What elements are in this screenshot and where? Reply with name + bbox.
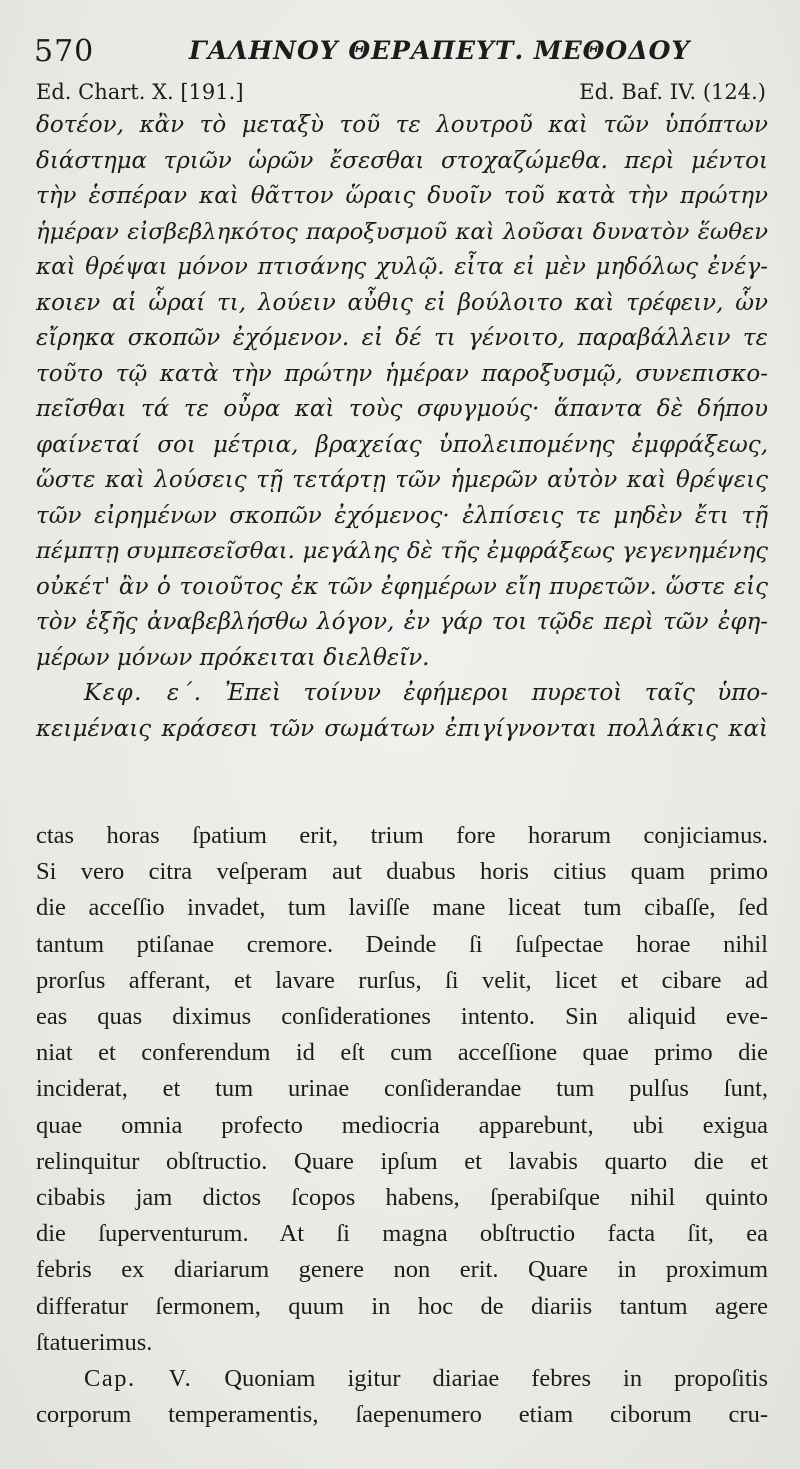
greek-line: τὴν ἑσπέραν καὶ θᾶττον ὥραις δυοῖν τοῦ κατὰ τὴν πρώτην bbox=[36, 183, 768, 209]
page-number: 570 bbox=[34, 34, 95, 69]
edition-references bbox=[36, 80, 766, 108]
latin-text-block bbox=[36, 818, 768, 1433]
greek-chapter-label: Κεφ. ε΄. bbox=[84, 680, 203, 706]
greek-chapter-text: Ἐπεὶ τοίνυν ἐφήμεροι πυρετοὶ ταῖς ὑπο- bbox=[224, 680, 768, 706]
latin-line: die acceſſio invadet, tum laviſſe mane liceat tum cibaſſe, ſed bbox=[36, 894, 768, 922]
latin-line: die ſuperventurum. At ſi magna obſtructio facta ſit, ea bbox=[36, 1220, 768, 1248]
edition-chartier: Ed. Chart. X. [191.] bbox=[36, 80, 244, 104]
latin-line: cibabis jam dictos ſcopos habens, ſperabiſque nihil quinto bbox=[36, 1184, 768, 1212]
latin-chapter-start bbox=[36, 1361, 768, 1397]
greek-line: μέρων μόνων πρόκειται διελθεῖν. bbox=[36, 644, 430, 671]
greek-line: κειμέναις κράσεσι τῶν σωμάτων ἐπιγίγνονται πολλάκις καὶ bbox=[36, 715, 768, 742]
latin-line: ſtatuerimus. bbox=[36, 1328, 153, 1356]
greek-line: φαίνεταί σοι μέτρια, βραχείας ὑπολειπομένης ἐμφράξεως, bbox=[36, 431, 768, 458]
latin-line: tantum ptiſanae cremore. Deinde ſi ſuſpectae horae nihil bbox=[36, 930, 768, 958]
latin-line: Si vero citra veſperam aut duabus horis citius quam primo bbox=[36, 858, 768, 886]
latin-line: febris ex diariarum genere non erit. Quare in proximum bbox=[36, 1256, 768, 1284]
latin-line: differatur ſermonem, quum in hoc de diariis tantum agere bbox=[36, 1292, 768, 1320]
greek-line: διάστημα τριῶν ὡρῶν ἔσεσθαι στοχαζώμεθα. περὶ μέντοι bbox=[36, 147, 768, 174]
latin-line: inciderat, et tum urinae conſiderandae tum pulſus ſunt, bbox=[36, 1075, 768, 1103]
greek-line: κοιεν αἱ ὧραί τι, λούειν αὖθις εἰ βούλοιτο καὶ τρέφειν, ὧν bbox=[36, 289, 768, 316]
greek-line: τῶν εἰρημένων σκοπῶν ἐχόμενος· ἐλπίσεις τε μηδὲν ἔτι τῇ bbox=[36, 502, 768, 529]
latin-line: relinquitur obſtructio. Quare ipſum et lavabis quarto die et bbox=[36, 1147, 768, 1175]
latin-chapter-label: Cap. V. bbox=[84, 1365, 193, 1393]
greek-line: πέμπτῃ συμπεσεῖσθαι. μεγάλης δὲ τῆς ἐμφράξεως γεγενημένης bbox=[36, 538, 768, 564]
page-header bbox=[34, 28, 774, 68]
greek-line: ἡμέραν εἰσβεβληκότος παροξυσμοῦ καὶ λοῦσαι δυνατὸν ἕωθεν bbox=[36, 218, 768, 245]
greek-text-block bbox=[36, 108, 768, 747]
greek-line: οὐκέτ' ἂν ὁ τοιοῦτος ἐκ τῶν ἐφημέρων εἴη πυρετῶν. ὥστε εἰς bbox=[36, 573, 768, 600]
latin-line: prorſus afferant, et lavare rurſus, ſi velit, licet et cibare ad bbox=[36, 966, 768, 994]
greek-line: τοῦτο τῷ κατὰ τὴν πρώτην ἡμέραν παροξυσμῷ, συνεπισκο- bbox=[36, 360, 768, 387]
greek-chapter-start bbox=[36, 676, 768, 712]
greek-line: πεῖσθαι τά τε οὖρα καὶ τοὺς σφυγμούς· ἅπαντα δὲ δήπου bbox=[36, 396, 768, 422]
latin-line: corporum temperamentis, ſaepenumero etiam ciborum cru- bbox=[36, 1401, 768, 1429]
latin-line: quae omnia profecto mediocria apparebunt, ubi exigua bbox=[36, 1111, 768, 1139]
greek-line: δοτέον, κἂν τὸ μεταξὺ τοῦ τε λουτροῦ καὶ τῶν ὑπόπτων bbox=[36, 112, 768, 138]
running-title: ΓΑΛΗΝΟΥ ΘΕΡΑΠΕΥΤ. ΜΕΘΟΔΟΥ bbox=[189, 36, 691, 65]
latin-chapter-text: Quoniam igitur diariae febres in propoſitis bbox=[224, 1365, 769, 1393]
greek-line: εἴρηκα σκοπῶν ἐχόμενον. εἰ δέ τι γένοιτο, παραβάλλειν τε bbox=[36, 325, 768, 351]
latin-line: ctas horas ſpatium erit, trium fore horarum conjiciamus. bbox=[36, 822, 768, 849]
greek-line: ὥστε καὶ λούσεις τῇ τετάρτῃ τῶν ἡμερῶν αὐτὸν καὶ θρέψεις bbox=[36, 467, 768, 493]
latin-line: niat et conferendum id eſt cum acceſſione quae primo die bbox=[36, 1039, 768, 1067]
latin-line: eas quas diximus conſiderationes intento. Sin aliquid eve- bbox=[36, 1003, 768, 1031]
edition-basel: Ed. Baf. IV. (124.) bbox=[579, 80, 766, 104]
greek-line: τὸν ἑξῆς ἀναβεβλήσθω λόγον, ἐν γάρ τοι τῷδε περὶ τῶν ἐφη- bbox=[36, 609, 768, 635]
greek-line: καὶ θρέψαι μόνον πτισάνης χυλῷ. εἶτα εἰ μὲν μηδόλως ἐνέγ- bbox=[36, 254, 768, 280]
